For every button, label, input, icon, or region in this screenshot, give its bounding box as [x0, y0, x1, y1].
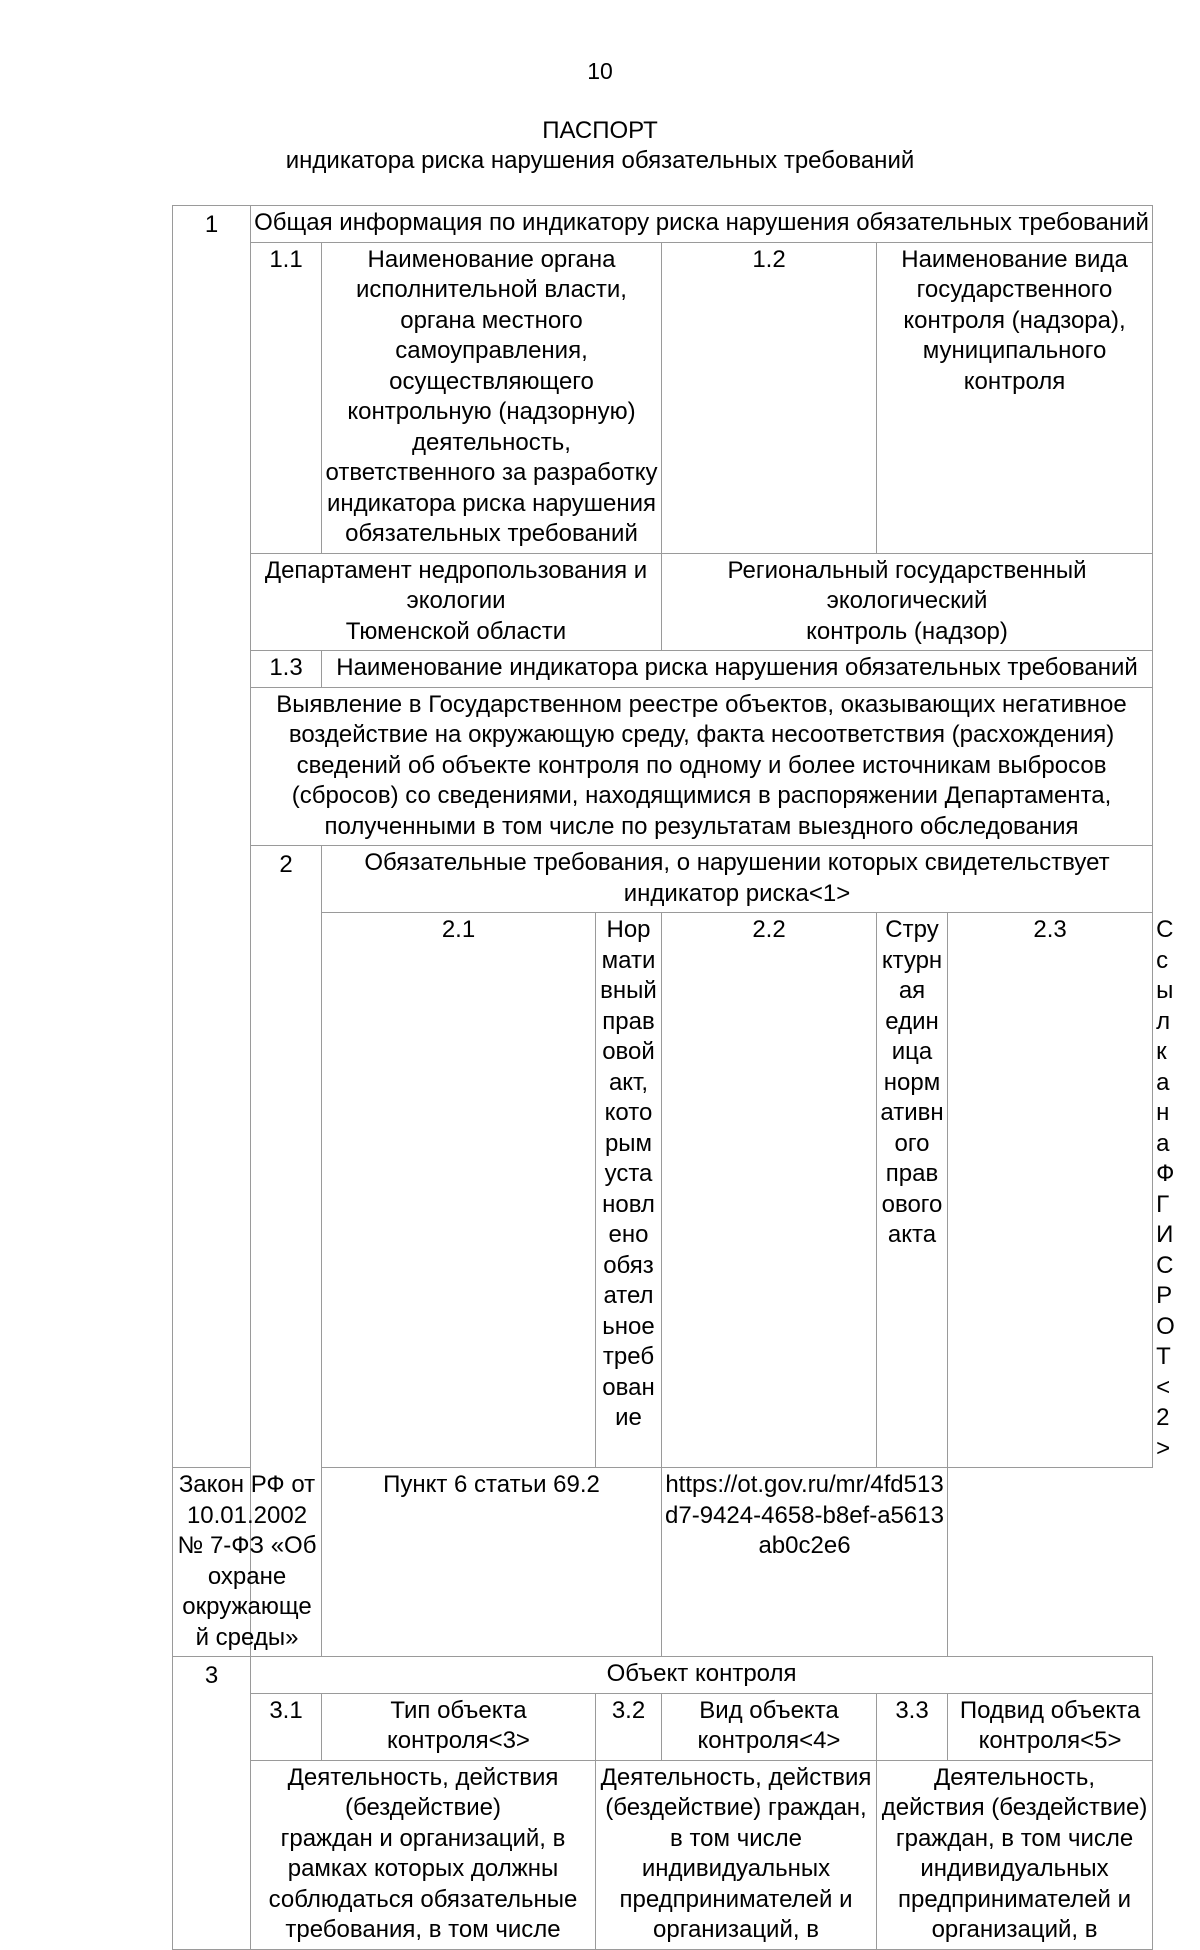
item-3-1-number: 3.1	[251, 1693, 322, 1760]
section-3-labels-row	[173, 1693, 1153, 1760]
item-3-2-label: Вид объекта контроля<4>	[662, 1693, 877, 1760]
item-3-3-number: 3.3	[877, 1693, 948, 1760]
item-1-1-value-line-2: Тюменской области	[345, 617, 567, 645]
item-2-3-link[interactable]: https://ot.gov.ru/mr/4fd513d7-9424-4658-b8ef-a5613ab0c2e6	[662, 1468, 948, 1657]
item-3-3-label: Подвид объекта контроля<5>	[948, 1693, 1153, 1760]
section-1-3-label-row	[173, 651, 1153, 688]
document-title-block	[0, 116, 1200, 176]
item-3-1-value-line-2: граждан и организаций, в рамках которых должны соблюдаться обязательные требования, в том числе	[268, 1824, 578, 1943]
section-2-number: 2	[251, 846, 322, 1657]
item-2-2-value: Пункт 6 статьи 69.2	[322, 1468, 662, 1657]
document-subtitle: индикатора риска нарушения обязательных требований	[285, 147, 915, 174]
section-1-3-value-row	[173, 687, 1153, 846]
section-3-number: 3	[173, 1657, 251, 1950]
item-2-1-value: Закон РФ от 10.01.2002 № 7-ФЗ «Об охране окружающей среды»	[173, 1468, 322, 1657]
section-2-values-row	[173, 1468, 1153, 1657]
section-3-title: Объект контроля	[251, 1657, 1153, 1694]
item-2-1-number: 2.1	[322, 913, 596, 1468]
item-1-1-value	[251, 553, 662, 651]
item-3-3-value: Деятельность, действия (бездействие) граждан, в том числе индивидуальных предпринимателей и организаций, в	[877, 1760, 1153, 1949]
item-1-3-label: Наименование индикатора риска нарушения обязательных требований	[322, 651, 1153, 688]
item-1-2-value-line-2: контроль (надзор)	[806, 617, 1008, 645]
item-2-3-number: 2.3	[948, 913, 1153, 1468]
section-2-labels-row: 2.1 Нормативный правовой акт, которым установлено обязательное требование 2.2 Структурная единица нормативного правового акта 2.3 Ссылка на ФГИС РОТ<2>	[173, 913, 1153, 1468]
section-1-number: 1	[173, 206, 251, 1468]
item-1-2-value-line-1: Региональный государственный экологический	[727, 556, 1087, 614]
section-3-header-row	[173, 1657, 1153, 1694]
item-3-2-number: 3.2	[596, 1693, 662, 1760]
item-1-1-number: 1.1	[251, 242, 322, 553]
item-2-2-label: Структурная единица нормативного правового акта	[877, 913, 948, 1468]
page-number: 10	[587, 58, 613, 84]
item-1-1-label: Наименование органа исполнительной власти, органа местного самоуправления, осуществляющего контрольную (надзорную) деятельность, ответственного за разработку индикатора риска нарушения обязательных требований	[322, 242, 662, 553]
item-1-3-number: 1.3	[251, 651, 322, 688]
item-2-2-number: 2.2	[662, 913, 877, 1468]
item-1-1-value-line-1: Департамент недропользования и экологии	[264, 556, 648, 614]
passport-table	[172, 205, 1175, 1950]
document-title: ПАСПОРТ	[542, 117, 658, 144]
item-2-1-label: Нормативный правовой акт, которым установлено обязательное требование	[596, 913, 662, 1468]
item-1-3-value: Выявление в Государственном реестре объектов, оказывающих негативное воздействие на окружающую среду, факта несоответствия (расхождения) сведений об объекте контроля по одному и более источникам выбросов (сбросов) со сведениями, находящимися в распоряжении Департамента, полученными в том числе по результатам выездного обследования	[251, 687, 1153, 846]
item-1-2-value	[662, 553, 1153, 651]
item-1-2-label: Наименование вида государственного контроля (надзора), муниципального контроля	[877, 242, 1153, 553]
item-3-2-value: Деятельность, действия (бездействие) граждан, в том числе индивидуальных предпринимателей и организаций, в	[596, 1760, 877, 1949]
section-1-values-row	[173, 553, 1153, 651]
section-1-header-row	[173, 206, 1153, 243]
section-2-title: Обязательные требования, о нарушении которых свидетельствует индикатор риска<1>	[322, 846, 1153, 913]
item-3-1-value-line-1: Деятельность, действия (бездействие)	[287, 1763, 559, 1821]
item-3-1-label: Тип объекта контроля<3>	[322, 1693, 596, 1760]
section-1-labels-row	[173, 242, 1153, 553]
item-1-2-number: 1.2	[662, 242, 877, 553]
section-2-header-row	[173, 846, 1153, 913]
item-3-1-value	[251, 1760, 596, 1949]
section-3-values-row	[173, 1760, 1153, 1949]
section-1-title: Общая информация по индикатору риска нарушения обязательных требований	[251, 206, 1153, 243]
